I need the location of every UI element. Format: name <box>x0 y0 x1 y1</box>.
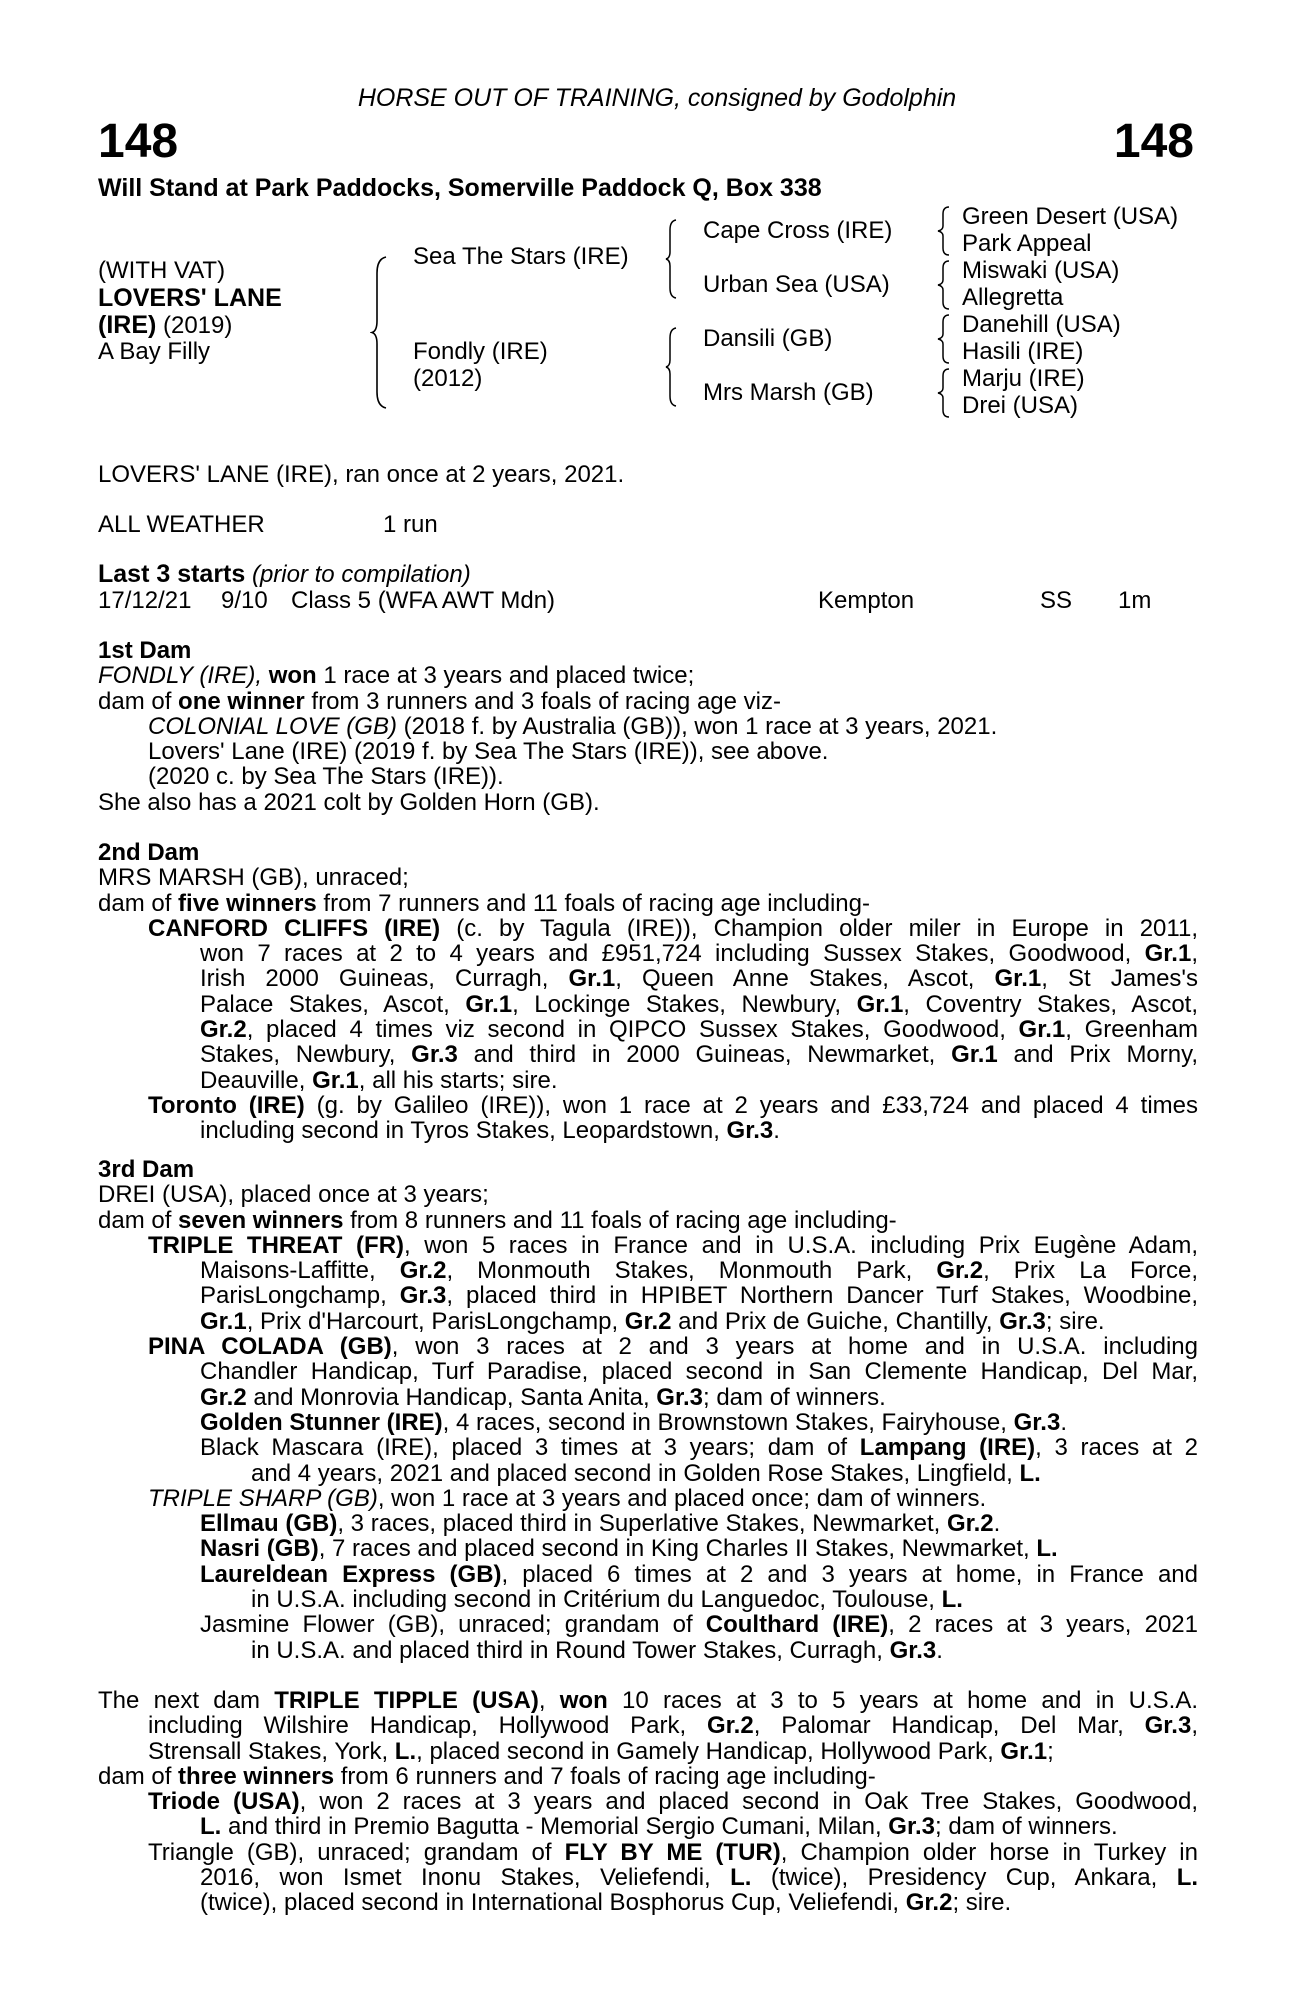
pedigree-ddd: Drei (USA) <box>962 392 1079 419</box>
first-dam-note: She also has a 2021 colt by Golden Horn (GB). <box>98 788 600 816</box>
triple-threat-line-3: ParisLongchamp, Gr.3, placed third in HPIBET Northern Dancer Turf Stakes, Woodbine, <box>200 1282 1198 1310</box>
first-dam-foal-1: COLONIAL LOVE (GB) (2018 f. by Australia (GB)), won 1 race at 3 years, 2021. <box>148 712 998 740</box>
pedigree-sdd: Allegretta <box>962 284 1064 311</box>
next-dam-line-3: Strensall Stakes, York, L., placed second in Gamely Handicap, Hollywood Park, Gr.1; <box>148 1737 1054 1765</box>
canford-cliffs-line-6: Stakes, Newbury, Gr.3 and third in 2000 Guineas, Newmarket, Gr.1 and Prix Morny, <box>200 1041 1199 1069</box>
start-going: SS <box>1040 587 1073 614</box>
page-header: HORSE OUT OF TRAINING, consigned by Godolphin <box>357 84 957 112</box>
pedigree-sire: Sea The Stars (IRE) <box>413 243 629 270</box>
pedigree-dss: Danehill (USA) <box>962 311 1121 338</box>
pedigree-dam-year: (2012) <box>413 365 483 392</box>
lot-number-right: 148 <box>1113 115 1194 168</box>
second-dam-section <box>98 840 1198 1144</box>
nasri-line: Nasri (GB), 7 races and placed second in King Charles II Stakes, Newmarket, L. <box>200 1535 1058 1563</box>
second-dam-line-2: dam of five winners from 7 runners and 11 foals of racing age including- <box>98 889 870 917</box>
first-dam-foal-3: (2020 c. by Sea The Stars (IRE)). <box>148 763 504 791</box>
first-dam-line-1: FONDLY (IRE), won 1 race at 3 years and placed twice; <box>98 662 695 690</box>
second-dam-line-1: MRS MARSH (GB), unraced; <box>98 864 409 892</box>
jasmine-flower-line-2: in U.S.A. and placed third in Round Tower Stakes, Curragh, Gr.3. <box>251 1636 943 1664</box>
third-dam-line-1: DREI (USA), placed once at 3 years; <box>98 1181 489 1209</box>
brace-gen1 <box>370 255 390 410</box>
next-dam-line-2: including Wilshire Handicap, Hollywood Park, Gr.2, Palomar Handicap, Del Mar, Gr.3, <box>148 1712 1198 1740</box>
canford-cliffs-line-4: Palace Stakes, Ascot, Gr.1, Lockinge Stakes, Newbury, Gr.1, Coventry Stakes, Ascot, <box>200 990 1198 1018</box>
pedigree-sire-dam: Urban Sea (USA) <box>703 271 890 298</box>
horse-vat: (WITH VAT) <box>98 257 226 284</box>
laureldean-express-line-1: Laureldean Express (GB), placed 6 times at 2 and 3 years at home, in France and <box>200 1560 1198 1588</box>
pedigree-dam-dam: Mrs Marsh (GB) <box>703 379 874 406</box>
pedigree-ssd: Park Appeal <box>962 230 1092 257</box>
race-summary: LOVERS' LANE (IRE), ran once at 2 years, 2021. <box>98 461 625 488</box>
toronto-line-2: including second in Tyros Stakes, Leopardstown, Gr.3. <box>200 1117 780 1145</box>
start-date: 17/12/21 <box>98 587 192 614</box>
first-dam-line-2: dam of one winner from 3 runners and 3 foals of racing age viz- <box>98 687 781 715</box>
brace-gen3-2 <box>935 259 951 311</box>
horse-name-suffix: (IRE) (2019) <box>98 311 233 339</box>
next-dam-line-1: The next dam TRIPLE TIPPLE (USA), won 10 races at 3 to 5 years at home and in U.S.A. <box>98 1687 1199 1714</box>
brace-dam-line <box>664 326 678 408</box>
brace-sire-line <box>664 218 678 300</box>
canford-cliffs-line-7: Deauville, Gr.1, all his starts; sire. <box>200 1066 558 1094</box>
triangle-line-1: Triangle (GB), unraced; grandam of FLY BY ME (TUR), Champion older horse in Turkey in <box>148 1838 1198 1866</box>
pedigree-sire-sire: Cape Cross (IRE) <box>703 217 893 244</box>
canford-cliffs-line-1: CANFORD CLIFFS (IRE) (c. by Tagula (IRE)), Champion older miler in Europe in 2011, <box>148 914 1198 942</box>
surface-runs: 1 run <box>383 511 438 538</box>
first-dam-section <box>98 638 1198 815</box>
canford-cliffs-line-2: won 7 races at 2 to 4 years and £951,724 including Sussex Stakes, Goodwood, Gr.1, <box>200 940 1198 968</box>
horse-description: A Bay Filly <box>98 338 211 365</box>
brace-gen3-3 <box>935 313 951 365</box>
triple-threat-line-4: Gr.1, Prix d'Harcourt, ParisLongchamp, Gr.2 and Prix de Guiche, Chantilly, Gr.3; sire. <box>200 1307 1105 1335</box>
next-dam-section <box>98 1688 1198 1916</box>
horse-name: LOVERS' LANE <box>98 284 282 312</box>
start-race: Class 5 (WFA AWT Mdn) <box>291 587 556 614</box>
third-dam-section <box>98 1157 1198 1663</box>
pedigree-dsd: Hasili (IRE) <box>962 338 1084 365</box>
pedigree-sss: Green Desert (USA) <box>962 203 1179 230</box>
brace-gen3-4 <box>935 367 951 419</box>
start-course: Kempton <box>818 587 915 614</box>
canford-cliffs-line-3: Irish 2000 Guineas, Curragh, Gr.1, Queen Anne Stakes, Ascot, Gr.1, St James's <box>200 965 1199 993</box>
last-starts-heading: Last 3 starts (prior to compilation) <box>98 560 471 588</box>
triode-line-1: Triode (USA), won 2 races at 3 years and placed second in Oak Tree Stakes, Goodwood, <box>148 1788 1198 1816</box>
first-dam-title: 1st Dam <box>98 637 192 664</box>
canford-cliffs-line-5: Gr.2, placed 4 times viz second in QIPCO Sussex Stakes, Goodwood, Gr.1, Greenham <box>200 1016 1198 1044</box>
pedigree-dam-sire: Dansili (GB) <box>703 325 833 352</box>
brace-gen3-1 <box>935 205 951 257</box>
pina-colada-line-1: PINA COLADA (GB), won 3 races at 2 and 3 years at home and in U.S.A. including <box>148 1333 1198 1361</box>
surface-label: ALL WEATHER <box>98 511 265 538</box>
start-position: 9/10 <box>221 587 268 614</box>
pedigree-sds: Miswaki (USA) <box>962 257 1120 284</box>
third-dam-title: 3rd Dam <box>98 1156 195 1183</box>
triple-threat-line-1: TRIPLE THREAT (FR), won 5 races in France and in U.S.A. including Prix Eugène Adam, <box>148 1231 1198 1259</box>
second-dam-title: 2nd Dam <box>98 839 200 866</box>
pedigree-dam: Fondly (IRE) <box>413 338 548 365</box>
pedigree-dds: Marju (IRE) <box>962 365 1085 392</box>
triode-line-2: L. and third in Premio Bagutta - Memorial Sergio Cumani, Milan, Gr.3; dam of winners. <box>200 1813 1118 1841</box>
triple-sharp-line: TRIPLE SHARP (GB), won 1 race at 3 years and placed once; dam of winners. <box>148 1484 987 1512</box>
stand-location: Will Stand at Park Paddocks, Somerville Paddock Q, Box 338 <box>98 174 822 202</box>
first-dam-foal-2: Lovers' Lane (IRE) (2019 f. by Sea The Stars (IRE)), see above. <box>148 738 829 766</box>
triangle-line-3: (twice), placed second in International Bosphorus Cup, Veliefendi, Gr.2; sire. <box>200 1889 1012 1917</box>
black-mascara-line-1: Black Mascara (IRE), placed 3 times at 3 years; dam of Lampang (IRE), 3 races at 2 <box>200 1434 1198 1462</box>
start-distance: 1m <box>1118 587 1152 614</box>
jasmine-flower-line-1: Jasmine Flower (GB), unraced; grandam of Coulthard (IRE), 2 races at 3 years, 2021 <box>200 1611 1198 1639</box>
ellmau-line: Ellmau (GB), 3 races, placed third in Superlative Stakes, Newmarket, Gr.2. <box>200 1510 1001 1538</box>
next-dam-line-4: dam of three winners from 6 runners and 7 foals of racing age including- <box>98 1762 876 1790</box>
pina-colada-line-2: Chandler Handicap, Turf Paradise, placed second in San Clemente Handicap, Del Mar, <box>200 1358 1198 1386</box>
black-mascara-line-2: and 4 years, 2021 and placed second in Golden Rose Stakes, Lingfield, L. <box>251 1459 1041 1487</box>
triple-threat-line-2: Maisons-Laffitte, Gr.2, Monmouth Stakes, Monmouth Park, Gr.2, Prix La Force, <box>200 1257 1199 1285</box>
toronto-line-1: Toronto (IRE) (g. by Galileo (IRE)), won 1 race at 2 years and £33,724 and placed 4 times <box>148 1091 1198 1119</box>
third-dam-line-2: dam of seven winners from 8 runners and 11 foals of racing age including- <box>98 1206 897 1234</box>
golden-stunner-line: Golden Stunner (IRE), 4 races, second in Brownstown Stakes, Fairyhouse, Gr.3. <box>200 1408 1067 1436</box>
pina-colada-line-3: Gr.2 and Monrovia Handicap, Santa Anita, Gr.3; dam of winners. <box>200 1383 886 1411</box>
lot-number-left: 148 <box>98 115 179 168</box>
laureldean-express-line-2: in U.S.A. including second in Critérium du Languedoc, Toulouse, L. <box>251 1586 963 1614</box>
triangle-line-2: 2016, won Ismet Inonu Stakes, Veliefendi, L. (twice), Presidency Cup, Ankara, L. <box>200 1864 1199 1892</box>
